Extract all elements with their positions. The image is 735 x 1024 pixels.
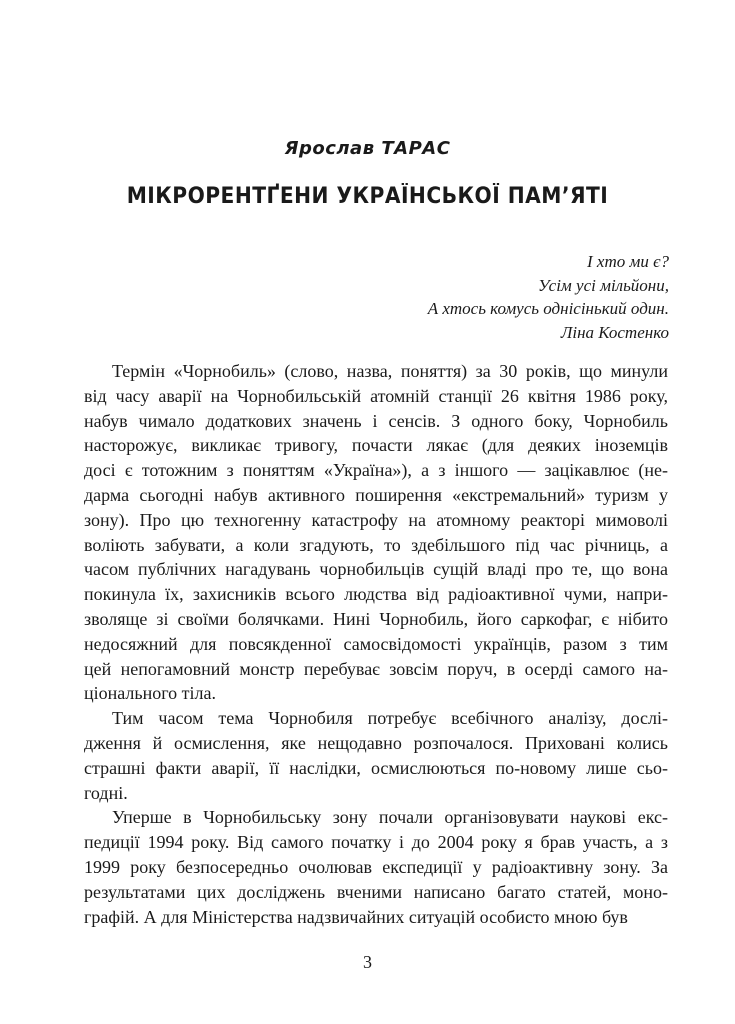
- paragraph-line: зону). Про цю техногенну катастрофу на атомному реакторі мимоволі: [84, 509, 668, 530]
- epigraph-line: Усім усі мільйони,: [538, 275, 669, 295]
- paragraph-line: зволяще зі своїми болячками. Нині Чорнобиль, його саркофаг, є нібито: [84, 608, 668, 629]
- paragraph-line: покинула їх, захисників всього людства від радіоактивної чуми, напри-: [84, 584, 668, 605]
- paragraph-line: набув чимало додаткових значень і сенсів. З одного боку, Чорнобиль: [84, 410, 668, 431]
- epigraph: [428, 250, 669, 344]
- paragraph-first-line: Уперше в Чорнобильську зону почали організовувати наукові екс-: [112, 807, 668, 828]
- author-name: Ярослав ТАРАС: [284, 138, 451, 159]
- paragraph-line: цей непогамовний монстр перебуває зовсім поруч, в осерді самого на-: [84, 658, 668, 679]
- page-number: 3: [363, 952, 372, 972]
- paragraph-line: графій. А для Міністерства надзвичайних ситуацій особисто мною був: [84, 906, 628, 927]
- epigraph-line: І хто ми є?: [587, 252, 669, 271]
- paragraph-line: 1999 року безпосередньо очолював експедиції у радіоактивну зону. За: [84, 856, 668, 877]
- paragraph-line: досі є тотожним з поняттям «Україна»), а з іншого — зацікавлює (не-: [84, 460, 668, 481]
- body-text: [84, 359, 668, 929]
- chapter-title: МІКРОРЕНТҐЕНИ УКРАЇНСЬКОЇ ПАМ’ЯТІ: [126, 184, 609, 209]
- epigraph-attribution: Ліна Костенко: [560, 322, 669, 342]
- paragraph-first-line: Тим часом тема Чорнобиля потребує всебічного аналізу, дослі-: [112, 708, 668, 729]
- paragraph-line: педиції 1994 року. Від самого початку і до 2004 року я брав участь, а з: [84, 832, 668, 853]
- epigraph-line: А хтось комусь однісінький один.: [427, 299, 669, 318]
- paragraph-first-line: Термін «Чорнобиль» (слово, назва, поняття) за 30 років, що минули: [112, 361, 668, 381]
- paragraph-line: воліють забувати, а коли згадують, то здебільшого під час річниць, а: [84, 534, 668, 555]
- paragraph-line: дження й осмислення, яке нещодавно розпочалося. Приховані колись: [84, 732, 668, 753]
- paragraph-line: недосяжний для повсякденної самосвідомості українців, разом з тим: [84, 633, 668, 654]
- paragraph-line: часом публічних нагадувань чорнобильців сущій владі про те, що вона: [84, 559, 668, 580]
- paragraph-line: насторожує, викликає тривогу, почасти лякає (для деяких іноземців: [84, 435, 668, 456]
- paragraph-line: результатами цих досліджень вченими написано багато статей, моно-: [84, 881, 668, 902]
- paragraph-line: від часу аварії на Чорнобильській атомній станції 26 квітня 1986 року,: [84, 385, 668, 406]
- paragraph-line: дарма сьогодні набув активного поширення «екстремальний» туризм у: [84, 484, 668, 505]
- paragraph-line: годні.: [84, 782, 128, 803]
- paragraph-line: ціонального тіла.: [84, 683, 217, 704]
- paragraph-line: страшні факти аварії, її наслідки, осмислюються по-новому лише сьо-: [84, 757, 668, 778]
